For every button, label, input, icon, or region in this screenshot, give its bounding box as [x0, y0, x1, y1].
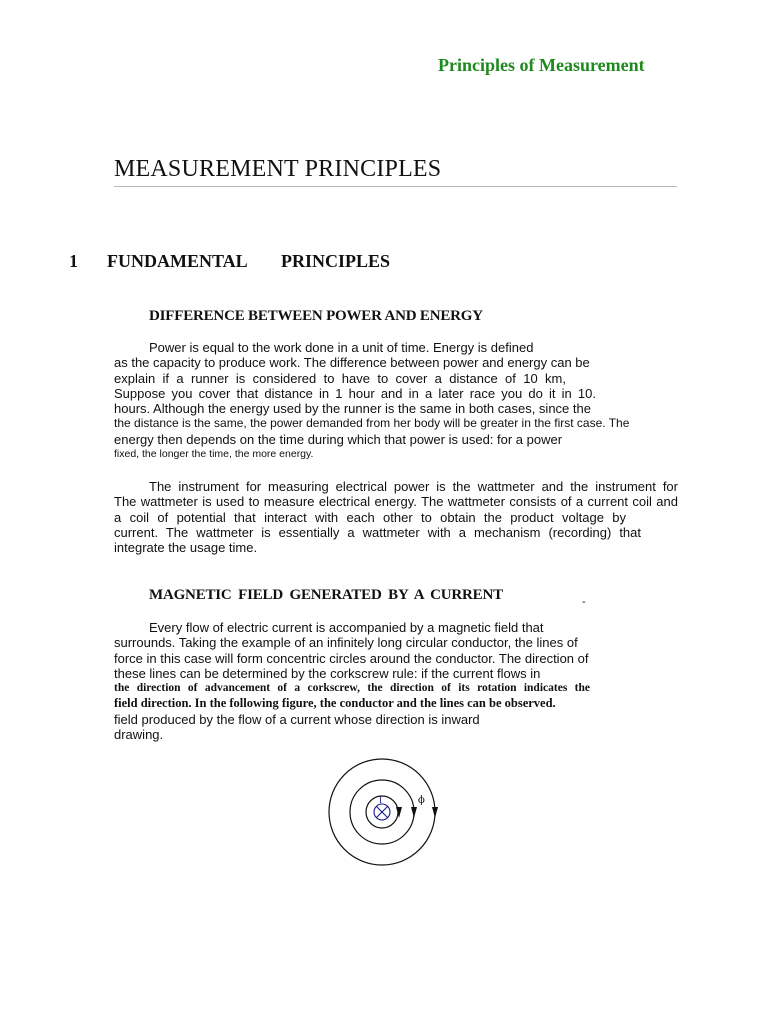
subsection-heading-power-energy: DIFFERENCE BETWEEN POWER AND ENERGY: [149, 308, 483, 324]
section-number: 1: [69, 251, 78, 271]
text-line: integrate the usage time.: [114, 540, 258, 556]
arrow-icon: [432, 807, 438, 818]
text-line: fixed, the longer the time, the more energy.: [114, 448, 314, 461]
text-line: a coil of potential that interact with each other to obtain the product voltage by: [114, 509, 626, 525]
text-line: The wattmeter is used to measure electrical energy. The wattmeter consists of a current coil and: [114, 494, 678, 510]
text-line: surrounds. Taking the example of an infinitely long circular conductor, the lines of: [114, 635, 578, 651]
document-title: MEASUREMENT PRINCIPLES: [114, 156, 442, 182]
paragraph-magnetic-field: [114, 620, 678, 742]
text-line: these lines can be determined by the corkscrew rule: if the current flows in: [114, 665, 541, 681]
arrow-icon: [411, 807, 417, 818]
text-line: drawing.: [114, 727, 164, 743]
text-line: Every flow of electric current is accompanied by a magnetic field that: [149, 620, 544, 635]
text-line: field direction. In the following figure, the conductor and the lines can be observed.: [114, 696, 556, 711]
text-line: explain if a runner is considered to have to cover a distance of 10 km,: [114, 370, 566, 386]
text-line: field produced by the flow of a current whose direction is inward: [114, 711, 480, 727]
paragraph-power-energy: [114, 340, 678, 462]
section-title-part1: FUNDAMENTAL: [107, 251, 248, 271]
text-line: force in this case will form concentric circles around the conductor. The direction of: [114, 650, 589, 666]
text-line: current. The wattmeter is essentially a wattmeter with a mechanism (recording) that: [114, 524, 641, 540]
paragraph-wattmeter: [114, 479, 678, 555]
text-line: the distance is the same, the power demanded from her body will be greater in the first case. The: [114, 416, 630, 431]
text-line: hours. Although the energy used by the runner is the same in both cases, since the: [114, 401, 591, 417]
current-label: I: [379, 795, 382, 805]
section-title-part2: PRINCIPLES: [281, 251, 391, 271]
text-line: the direction of advancement of a corkscrew, the direction of its rotation indicates the: [114, 682, 590, 695]
subsection-heading-magnetic-field: MAGNETIC FIELD GENERATED BY A CURRENT: [149, 587, 503, 603]
text-line: as the capacity to produce work. The difference between power and energy can be: [114, 355, 590, 371]
text-line: Suppose you cover that distance in 1 hour and in a later race you do it in 10.: [114, 385, 596, 401]
text-line: energy then depends on the time during which that power is used: for a power: [114, 431, 563, 447]
magnetic-field-diagram: [322, 755, 446, 870]
running-header: Principles of Measurement: [438, 55, 645, 75]
text-line: Power is equal to the work done in a unit of time. Energy is defined: [149, 340, 534, 355]
text-line: The instrument for measuring electrical power is the wattmeter and the instrument for: [149, 479, 678, 494]
flux-label: ϕ: [418, 795, 425, 806]
stray-dash: -: [582, 596, 586, 608]
title-rule: [114, 186, 677, 187]
